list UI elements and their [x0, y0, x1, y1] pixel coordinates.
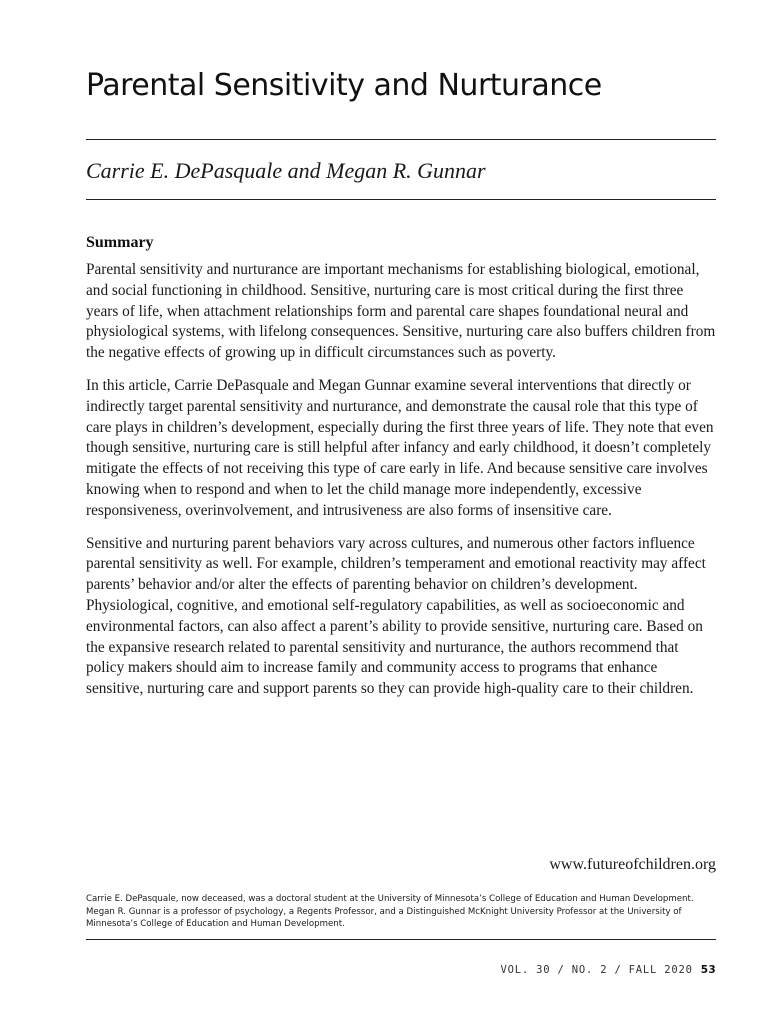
page-footer	[501, 962, 717, 978]
page-number: 53	[700, 964, 716, 976]
summary-heading: Summary	[86, 234, 154, 251]
summary-paragraph-3: Sensitive and nurturing parent behaviors vary across cultures, and numerous other factors influence parental sensitivity as well. For example, children’s temperament and emotional reactivity may affect parents’ behavior and/or alter the effects of parenting behavior on children’s development. Physiological, cognitive, and emotional self-regulatory capabilities, as well as socioeconomic and environmental factors, can also affect a parent’s ability to provide sensitive, nurturing care. Based on the expansive research related to parental sensitivity and nurturance, the authors recommend that policy makers should aim to increase family and community access to programs that enhance sensitive, nurturing care and support parents so they can provide high-quality care to their children.	[86, 534, 706, 698]
website-link[interactable]: www.futureofchildren.org	[549, 856, 716, 873]
summary-body	[86, 260, 716, 712]
journal-page	[86, 0, 716, 1024]
title-rule	[86, 139, 716, 140]
article-title: Parental Sensitivity and Nurturance	[86, 68, 602, 103]
author-note: Carrie E. DePasquale, now deceased, was a doctoral student at the University of Minnesota’s College of Education and Human Development. Megan R. Gunnar is a professor of psychology, a Regents Professor, and a Distinguished McKnight University Professor at the University of Minnesota’s College of Education and Human Development.	[86, 894, 694, 929]
footer-rule	[86, 939, 716, 940]
authors-rule	[86, 199, 716, 200]
article-authors: Carrie E. DePasquale and Megan R. Gunnar	[86, 158, 486, 183]
issue-info: VOL. 30 / NO. 2 / FALL 2020	[500, 964, 693, 976]
summary-paragraph-2: In this article, Carrie DePasquale and Megan Gunnar examine several interventions that directly or indirectly target parental sensitivity and nurturance, and demonstrate the causal role that this type of care plays in children’s development, especially during the first three years of life. They note that even though sensitive, nurturing care is still helpful after infancy and early childhood, it doesn’t completely mitigate the effects of not receiving this type of care early in life. And because sensitive care involves knowing when to respond and when to let the child manage more independently, excessive responsiveness, overinvolvement, and intrusiveness are also forms of insensitive care.	[86, 376, 714, 519]
summary-paragraph-1: Parental sensitivity and nurturance are important mechanisms for establishing biological, emotional, and social functioning in childhood. Sensitive, nurturing care is most critical during the first three years of life, when attachment relationships form and parental care shapes foundational neural and physiological systems, with lifelong consequences. Sensitive, nurturing care also buffers children from the negative effects of growing up in difficult circumstances such as poverty.	[86, 261, 716, 362]
